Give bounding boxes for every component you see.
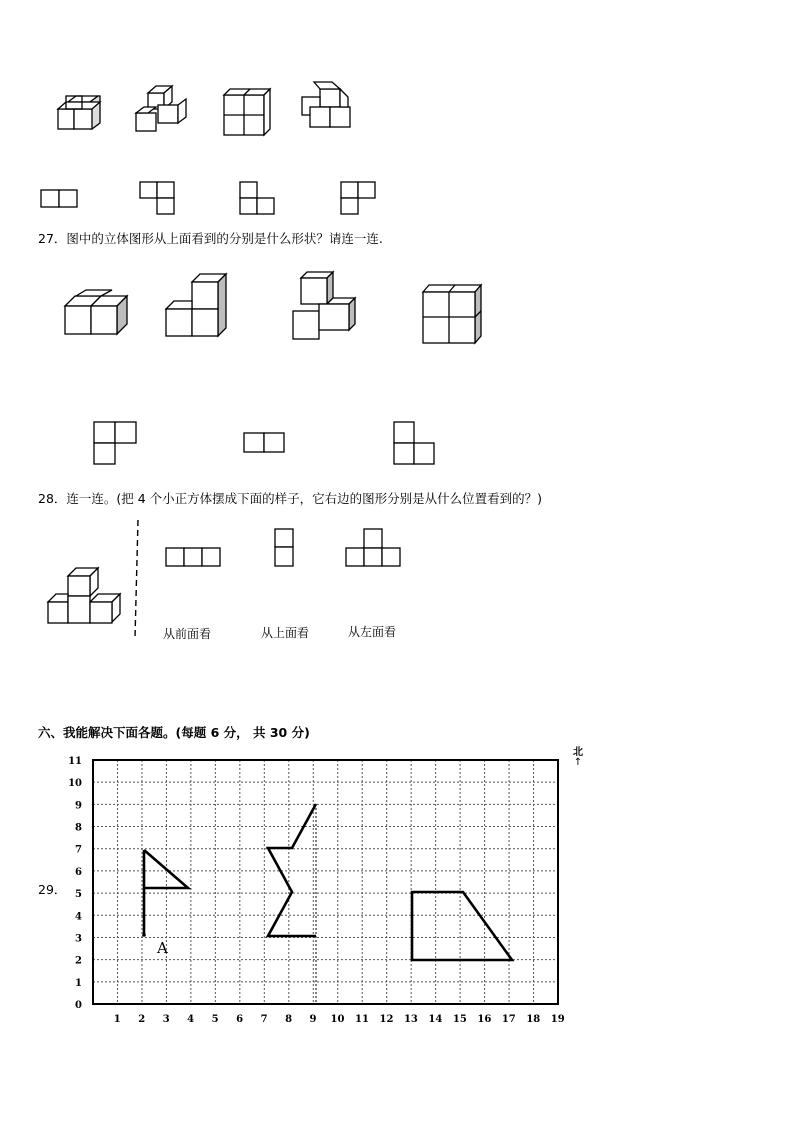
- x-tick-label: 8: [285, 1014, 293, 1025]
- y-tick-label: 7: [75, 844, 82, 856]
- grid-border: [93, 760, 558, 1004]
- y-tick-label: 3: [75, 933, 82, 945]
- y-tick-label: 4: [75, 911, 82, 923]
- q27-solid-4: [423, 285, 481, 343]
- y-tick-label: 11: [68, 756, 82, 767]
- flat-shape-1: [41, 190, 77, 207]
- north-label: 北: [573, 747, 583, 758]
- y-tick-label: 1: [75, 977, 82, 989]
- q28-caption-1: 从前面看: [163, 627, 212, 641]
- y-tick-label: 9: [75, 800, 82, 812]
- q28-view-front: [166, 548, 220, 566]
- q29-grid-figure: [60, 752, 580, 1032]
- x-tick-label: 6: [236, 1014, 244, 1025]
- x-tick-label: 7: [260, 1014, 268, 1025]
- q28-number: 28．: [38, 491, 67, 506]
- x-tick-label: 12: [379, 1014, 394, 1025]
- x-tick-label: 1: [113, 1014, 121, 1025]
- x-tick-label: 17: [501, 1014, 516, 1025]
- grid-lines: [93, 760, 558, 1004]
- x-tick-label: 9: [309, 1014, 317, 1025]
- q27-solid-1: [65, 290, 127, 334]
- q28-view-top: [275, 529, 293, 566]
- flat-shape-4: [341, 182, 375, 214]
- q27-view-2: [244, 433, 284, 452]
- x-tick-label: 13: [403, 1014, 418, 1025]
- y-tick-label: 8: [75, 822, 82, 834]
- q27-view-1: [94, 422, 136, 464]
- x-tick-label: 4: [187, 1014, 195, 1025]
- x-tick-label: 11: [355, 1014, 369, 1025]
- cube-figure-2: [136, 86, 186, 131]
- q28-solid: [48, 568, 120, 623]
- half-shape: [268, 804, 316, 936]
- y-tick-label: 5: [75, 889, 82, 901]
- y-axis-labels: [68, 756, 82, 1011]
- y-tick-label: 6: [75, 866, 82, 878]
- q28-text: 连一连。(把 4 个小正方体摆成下面的样子，它右边的图形分别是从什么位置看到的？): [66, 491, 543, 506]
- q27-solid-3: [293, 272, 355, 339]
- y-tick-label: 10: [68, 778, 82, 790]
- x-tick-label: 18: [526, 1014, 541, 1025]
- x-tick-label: 2: [138, 1014, 146, 1025]
- flat-shape-2: [140, 182, 174, 214]
- x-tick-label: 10: [330, 1014, 345, 1025]
- point-a-label: A: [157, 939, 168, 957]
- q28-separator: [135, 520, 138, 638]
- x-tick-label: 14: [428, 1014, 443, 1025]
- flag-shape: [144, 850, 188, 888]
- q28-prompt: [38, 489, 542, 507]
- top-view-shapes: [38, 178, 378, 218]
- q27-text: 图中的立体图形从上面看到的分别是什么形状？请连一连.: [66, 231, 383, 246]
- north-arrow-icon: ↑: [573, 757, 583, 768]
- x-tick-label: 15: [452, 1014, 467, 1025]
- point-a-dot: [142, 933, 146, 937]
- section6-title: 六、我能解决下面各题。(每题 6 分， 共 30 分): [38, 725, 310, 740]
- y-tick-label: 0: [75, 1000, 82, 1011]
- x-tick-label: 3: [162, 1014, 170, 1025]
- q27-number: 27．: [38, 231, 67, 246]
- q28-caption-3: 从左面看: [348, 625, 397, 639]
- x-tick-label: 16: [477, 1014, 492, 1025]
- cube-figure-1: [58, 96, 100, 129]
- q27-solid-figures: [60, 268, 490, 348]
- q27-solid-2: [166, 274, 226, 336]
- q28-caption-2: 从上面看: [261, 626, 310, 640]
- x-tick-label: 19: [550, 1014, 565, 1025]
- q29-number: 29．: [38, 882, 67, 897]
- flat-shape-3: [240, 182, 274, 214]
- q28-view-left: [346, 529, 400, 566]
- top-cube-figures: [50, 75, 370, 137]
- q27-view-3: [394, 422, 434, 464]
- y-tick-label: 2: [75, 955, 82, 967]
- q27-view-shapes: [90, 418, 440, 468]
- x-tick-label: 5: [211, 1014, 219, 1025]
- q27-prompt: [38, 229, 383, 247]
- cube-figure-4: [302, 82, 350, 127]
- cube-figure-3: [224, 89, 270, 135]
- x-axis-labels: [114, 1014, 565, 1025]
- trapezoid-shape: [412, 892, 512, 960]
